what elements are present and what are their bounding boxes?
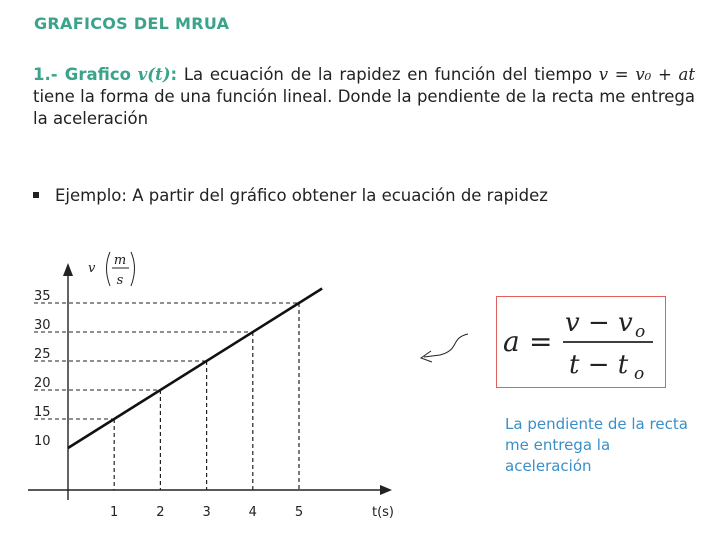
y-tick-label: 15 bbox=[34, 405, 51, 420]
function-colon: : bbox=[170, 65, 178, 84]
velocity-equation: v = v₀ + at bbox=[598, 65, 695, 84]
section-label: 1.- Grafico bbox=[33, 65, 131, 84]
x-axis-label: t(s) bbox=[371, 505, 395, 520]
formula-numerator-sub: o bbox=[635, 322, 646, 342]
y-tick-label: 35 bbox=[34, 289, 51, 304]
x-tick-label: 1 bbox=[110, 505, 119, 520]
intro-text-2: tiene la forma de una función lineal. Donde la pendiente de la recta me entrega la aceleración bbox=[33, 87, 695, 128]
x-tick-label: 5 bbox=[294, 505, 304, 520]
page-title: GRAFICOS DEL MRUA bbox=[34, 14, 230, 33]
formula-numerator: v − v bbox=[565, 308, 633, 338]
formula-equals: = bbox=[529, 325, 553, 358]
y-tick-label: 20 bbox=[34, 376, 51, 391]
y-unit-denominator: s bbox=[116, 273, 124, 288]
x-axis-arrow-icon bbox=[380, 485, 392, 495]
y-tick-label: 10 bbox=[34, 434, 51, 449]
x-tick-label: 3 bbox=[202, 505, 211, 520]
x-tick-label: 2 bbox=[156, 505, 165, 520]
acceleration-formula-box bbox=[496, 296, 666, 388]
formula-denominator-sub: o bbox=[634, 364, 645, 384]
pointer-arrow-icon bbox=[424, 334, 468, 357]
formula-denominator: t − t bbox=[569, 350, 629, 380]
paren-right-icon bbox=[131, 252, 135, 286]
y-tick-label: 30 bbox=[34, 318, 51, 333]
acceleration-formula bbox=[497, 297, 664, 386]
formula-lhs: a bbox=[503, 325, 520, 358]
example-text: Ejemplo: A partir del gráfico obtener la ecuación de rapidez bbox=[55, 186, 548, 205]
y-axis-arrow-icon bbox=[63, 263, 73, 276]
x-tick-label: 4 bbox=[248, 505, 257, 520]
velocity-series-line bbox=[68, 289, 322, 449]
slope-note: La pendiente de la recta me entrega la aceleración bbox=[505, 415, 688, 475]
y-tick-label: 25 bbox=[34, 347, 51, 362]
function-notation: v(t) bbox=[137, 65, 171, 84]
y-axis-label: v bbox=[88, 261, 96, 276]
paren-left-icon bbox=[107, 252, 111, 286]
intro-text-1: La ecuación de la rapidez en función del tiempo bbox=[183, 65, 593, 84]
y-unit-numerator: m bbox=[113, 253, 127, 268]
